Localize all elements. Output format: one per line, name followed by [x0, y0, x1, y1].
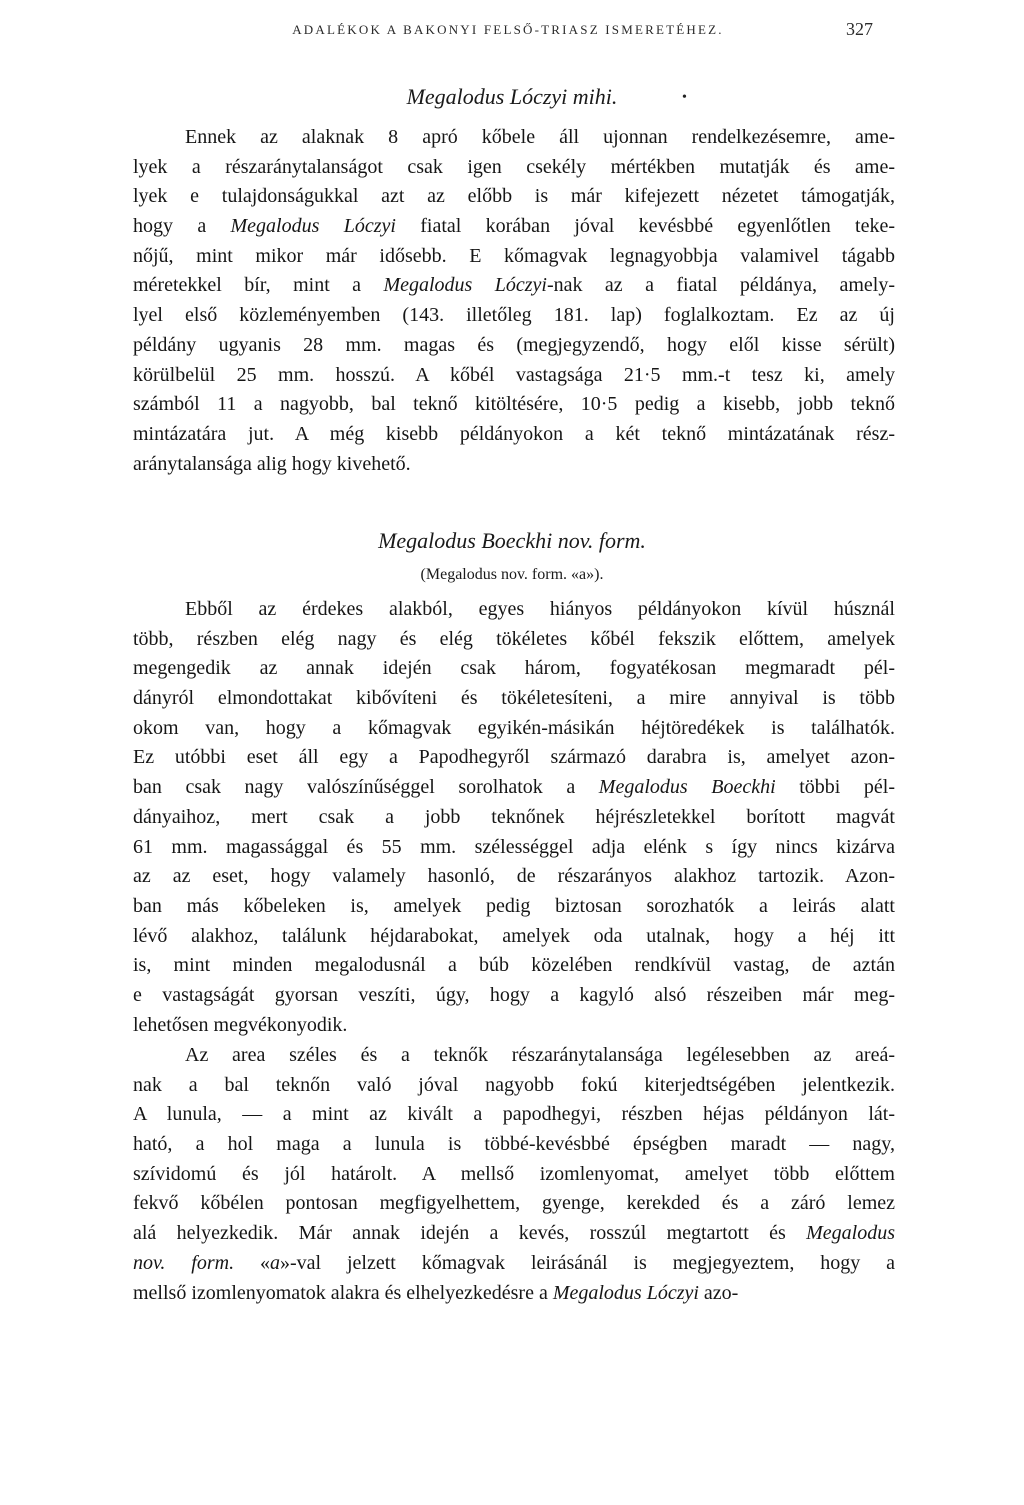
- text-line: 61 mm. magassággal és 55 mm. szélességgel adja elénk s így nincs kizárva: [133, 835, 895, 858]
- text-line: dányról elmondottakat kibővíteni és tökéletesíteni, a mire annyival is több: [133, 687, 895, 710]
- text-line: hogy a Megalodus Lóczyi fiatal korában jóval kevésbbé egyenlőtlen teke-: [133, 215, 895, 238]
- text-line: Ennek az alaknak 8 apró kőbele áll ujonnan rendelkezésemre, ame-: [185, 126, 895, 148]
- section-heading-megalodus-boeckhi: Megalodus Boeckhi nov. form.: [378, 528, 646, 553]
- text-line: Ebből az érdekes alakból, egyes hiányos példányokon kívül húsznál: [185, 598, 895, 620]
- text-line: e vastagságát gyorsan veszíti, úgy, hogy a kagyló alsó részeiben már meg-: [133, 983, 895, 1006]
- italic-taxon: nov. form.: [133, 1251, 235, 1274]
- text-line: lyek a részaránytalanságot csak igen csekély mértékben mutatják és ame-: [133, 155, 895, 178]
- text-line: méretekkel bír, mint a Megalodus Lóczyi-nak az a fiatal példánya, amely-: [133, 274, 895, 297]
- text-line: ható, a hol maga a lunula is többé-kevésbbé épségben maradt — nagy,: [133, 1133, 895, 1156]
- section-subheading: (Megalodus nov. form. «a»).: [420, 566, 604, 583]
- stray-mark: •: [682, 90, 687, 105]
- text-line: nak a bal teknőn való jóval nagyobb fokú kiterjedtségében jelentkezik.: [133, 1073, 895, 1096]
- italic-taxon: Megalodus Lóczyi: [552, 1281, 699, 1304]
- text-line: alá helyezkedik. Már annak idején a kevés, rosszúl megtartott és Megalodus: [133, 1222, 895, 1245]
- text-line: mintázatára jut. A még kisebb példányokon a két teknő mintázatának rész-: [133, 422, 895, 445]
- text-line: is, mint minden megalodusnál a búb közelében rendkívül vastag, de aztán: [133, 954, 895, 977]
- text-line: lévő alakhoz, találunk héjdarabokat, amelyek oda utalnak, hogy a héj itt: [133, 924, 895, 947]
- text-line: nov. form. «a»-val jelzett kőmagvak leirásánál is megjegyeztem, hogy a: [133, 1251, 895, 1274]
- paragraph-loczyi: [133, 123, 895, 479]
- section-heading-megalodus-loczyi: Megalodus Lóczyi mihi.: [406, 84, 618, 109]
- italic-taxon: Megalodus Lóczyi: [383, 274, 547, 297]
- text-line: körülbelül 25 mm. hosszú. A kőbél vastagsága 21·5 mm.-t tesz ki, amely: [133, 363, 895, 386]
- text-line: lehetősen megvékonyodik.: [133, 1013, 348, 1036]
- text-line: számból 11 a nagyobb, bal teknő kitöltésére, 10·5 pedig a kisebb, jobb teknő: [133, 393, 895, 416]
- text-line: A lunula, — a mint az kivált a papodhegyi, részben héjas példányon lát-: [133, 1103, 895, 1126]
- italic-taxon: Megalodus Boeckhi: [598, 776, 776, 799]
- text-line: ban csak nagy valószínűséggel sorolhatok a Megalodus Boeckhi többi pél-: [133, 776, 895, 799]
- text-line: ban más kőbeleken is, amelyek pedig biztosan sorozhatók a leirás alatt: [133, 894, 895, 917]
- paragraph-boeckhi-2: [133, 1041, 895, 1308]
- italic-taxon: a: [269, 1251, 280, 1274]
- paragraph-boeckhi-1: [133, 595, 895, 1040]
- text-line: szívidomú és jól határolt. A mellső izomlenyomat, amelyet több előttem: [133, 1162, 895, 1185]
- text-line: példány ugyanis 28 mm. magas és (megjegyzendő, hogy elől kisse sérült): [133, 333, 895, 356]
- italic-taxon: Megalodus Lóczyi: [230, 215, 396, 238]
- running-head: ADALÉKOK A BAKONYI FELSŐ-TRIASZ ISMERETÉHEZ.: [292, 22, 724, 37]
- text-line: fekvő kőbélen pontosan megfigyelhettem, gyenge, kerekded és a záró lemez: [133, 1192, 895, 1215]
- text-line: mellső izomlenyomatok alakra és elhelyezkedésre a Megalodus Lóczyi azo-: [133, 1281, 739, 1304]
- text-line: okom van, hogy a kőmagvak egyikén-másikán héjtöredékek is találhatók.: [133, 716, 895, 739]
- text-line: Az area széles és a teknők részaránytalansága legélesebben az areá-: [185, 1044, 895, 1066]
- text-line: megengedik az annak idején csak három, fogyatékosan megmaradt pél-: [133, 657, 895, 680]
- text-line: Ez utóbbi eset áll egy a Papodhegyről származó darabra is, amelyet azon-: [133, 746, 895, 769]
- text-line: nőjű, mint mikor már idősebb. E kőmagvak legnagyobbja valamivel tágabb: [133, 244, 895, 267]
- text-line: dányaihoz, mert csak a jobb teknőnek héjrészletekkel borított magvát: [133, 805, 895, 828]
- text-line: az az eset, hogy valamely hasonló, de részarányos alakhoz tartozik. Azon-: [133, 865, 895, 888]
- text-line: lyek e tulajdonságukkal azt az előbb is már kifejezett nézetet támogatják,: [133, 185, 895, 208]
- text-line: több, részben elég nagy és elég tökéletes kőbél fekszik előttem, amelyek: [133, 627, 895, 650]
- text-line: aránytalansága alig hogy kivehető.: [133, 452, 411, 475]
- page-number: 327: [846, 19, 873, 39]
- text-line: lyel első közleményemben (143. illetőleg 181. lap) foglalkoztam. Ez az új: [133, 304, 895, 327]
- italic-taxon: Megalodus: [806, 1222, 895, 1245]
